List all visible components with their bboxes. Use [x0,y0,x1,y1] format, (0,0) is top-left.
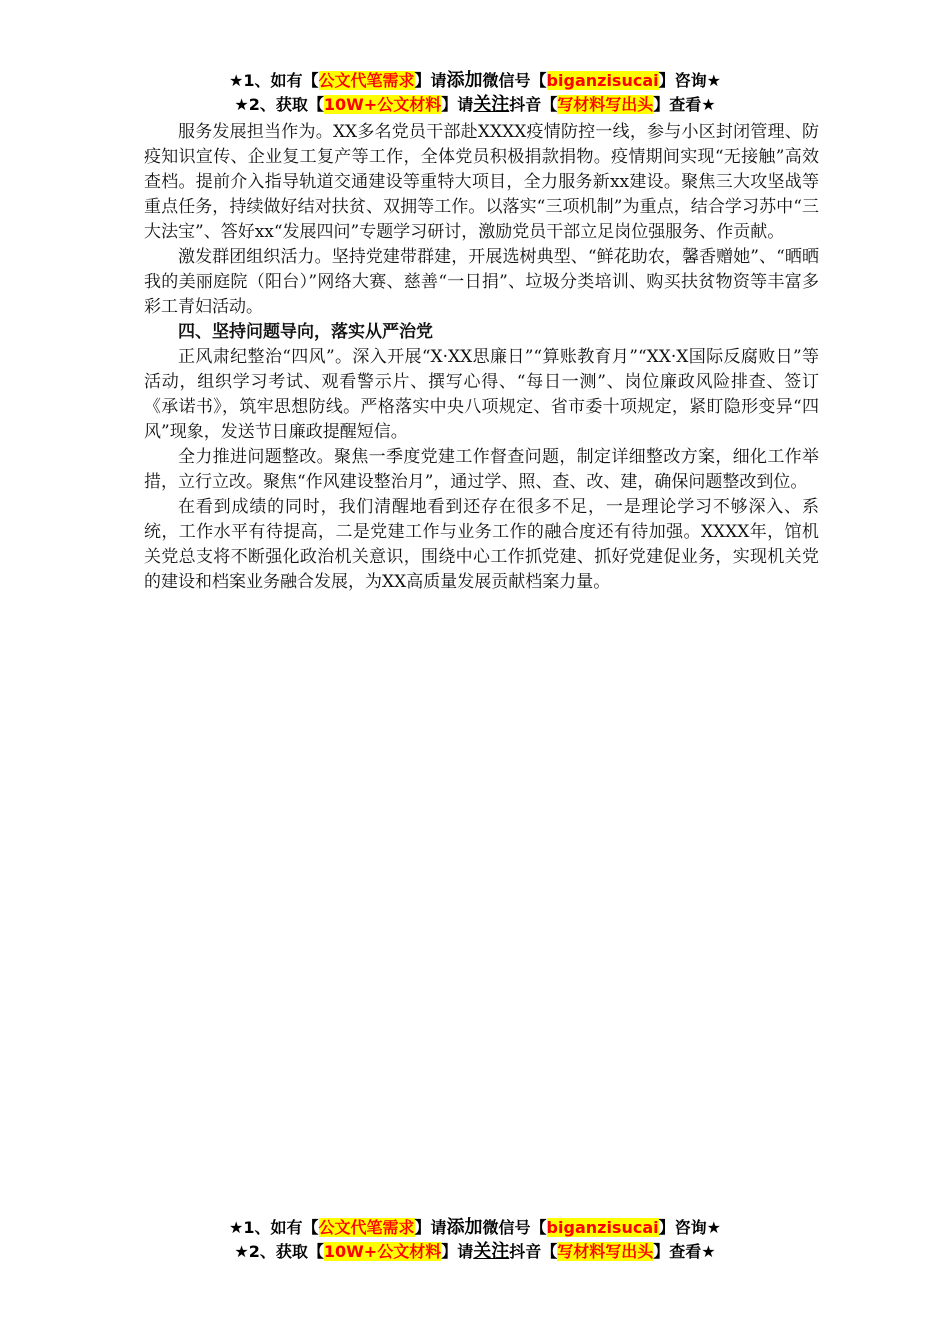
footer-line-2-prefix: ★2、获取【 [234,1242,324,1261]
footer-line-2-suffix: 】查看★ [653,1242,716,1261]
banner-line-1-emphasis: 添加 [446,70,483,91]
footer-banner [0,1216,950,1264]
footer-banner-line-1 [0,1216,950,1240]
section-heading-4: 四、坚持问题导向，落实从严治党 [178,322,433,342]
banner-line-2-highlight-douyin: 写材料写出头 [557,95,654,114]
banner-line-1-suffix: 】咨询★ [658,71,721,90]
paragraph-shortcomings: 在看到成绩的同时，我们清醒地看到还存在很多不足，一是理论学习不够深入、系统，工作水平有待提高，二是党建工作与业务工作的融合度还有待加强。XXXX年，馆机关党总支将不断强化政治机关意识，围绕中心工作抓党建、抓好党建促业务，实现机关党的建设和档案业务融合发展，为XX高质量发展贡献档案力量。 [144,497,819,592]
banner-line-2-mid-2: 抖音【 [509,95,558,114]
banner-line-2-suffix: 】查看★ [653,95,716,114]
footer-line-1-prefix: ★1、如有【 [229,1218,319,1237]
banner-line-2-highlight-materials: 10W+公文材料 [323,95,442,114]
footer-line-1-emphasis: 添加 [446,1217,483,1238]
banner-line-2-prefix: ★2、获取【 [234,95,324,114]
footer-line-2-mid: 】请 [441,1242,474,1261]
footer-line-1-highlight-service: 公文代笔需求 [318,1218,415,1237]
paragraph-mass-organizations: 激发群团组织活力。坚持党建带群建，开展选树典型、“鲜花助农，馨香赠她”、“晒晒我的美丽庭院（阳台）”网络大赛、慈善“一日捐”、垃圾分类培训、购买扶贫物资等丰富多彩工青妇活动。 [144,247,819,317]
paragraph-service-development: 服务发展担当作为。XX多名党员干部赴XXXX疫情防控一线，参与小区封闭管理、防疫知识宣传、企业复工复产等工作，全体党员积极捐款捐物。疫情期间实现“无接触”高效查档。提前介入指导轨道交通建设等重特大项目，全力服务新xx建设。聚焦三大攻坚战等重点任务，持续做好结对扶贫、双拥等工作。以落实“三项机制”为重点，结合学习苏中“三大法宝”、答好xx“发展四问”专题学习研讨，激励党员干部立足岗位强服务、作贡献。 [144,122,819,242]
banner-line-2 [0,93,950,117]
banner-line-1-mid: 】请 [414,71,447,90]
footer-line-1-highlight-wechat: biganzisucai [546,1218,659,1237]
paragraph-rectification: 全力推进问题整改。聚焦一季度党建工作督查问题，制定详细整改方案，细化工作举措，立行立改。聚焦“作风建设整治月”，通过学、照、查、改、建，确保问题整改到位。 [144,447,819,492]
document-body [144,120,819,595]
footer-line-2-highlight-douyin: 写材料写出头 [557,1242,654,1261]
banner-line-1-prefix: ★1、如有【 [229,71,319,90]
footer-line-2-highlight-materials: 10W+公文材料 [323,1242,442,1261]
footer-line-1-suffix: 】咨询★ [658,1218,721,1237]
banner-line-1 [0,69,950,93]
footer-line-1-mid: 】请 [414,1218,447,1237]
header-banner [0,69,950,117]
banner-line-2-emphasis: 关注 [473,94,510,115]
banner-line-1-highlight-wechat: biganzisucai [546,71,659,90]
paragraph-four-winds: 正风肃纪整治“四风”。深入开展“X·XX思廉日”“算账教育月”“XX·X国际反腐败日”等活动，组织学习考试、观看警示片、撰写心得、“每日一测”、岗位廉政风险排查、签订《承诺书》，筑牢思想防线。严格落实中央八项规定、省市委十项规定，紧盯隐形变异“四风”现象，发送节日廉政提醒短信。 [144,347,819,442]
footer-line-1-mid-2: 微信号【 [482,1218,547,1237]
banner-line-2-mid: 】请 [441,95,474,114]
footer-banner-line-2 [0,1240,950,1264]
footer-line-2-emphasis: 关注 [473,1241,510,1262]
banner-line-1-mid-2: 微信号【 [482,71,547,90]
banner-line-1-highlight-service: 公文代笔需求 [318,71,415,90]
footer-line-2-mid-2: 抖音【 [509,1242,558,1261]
